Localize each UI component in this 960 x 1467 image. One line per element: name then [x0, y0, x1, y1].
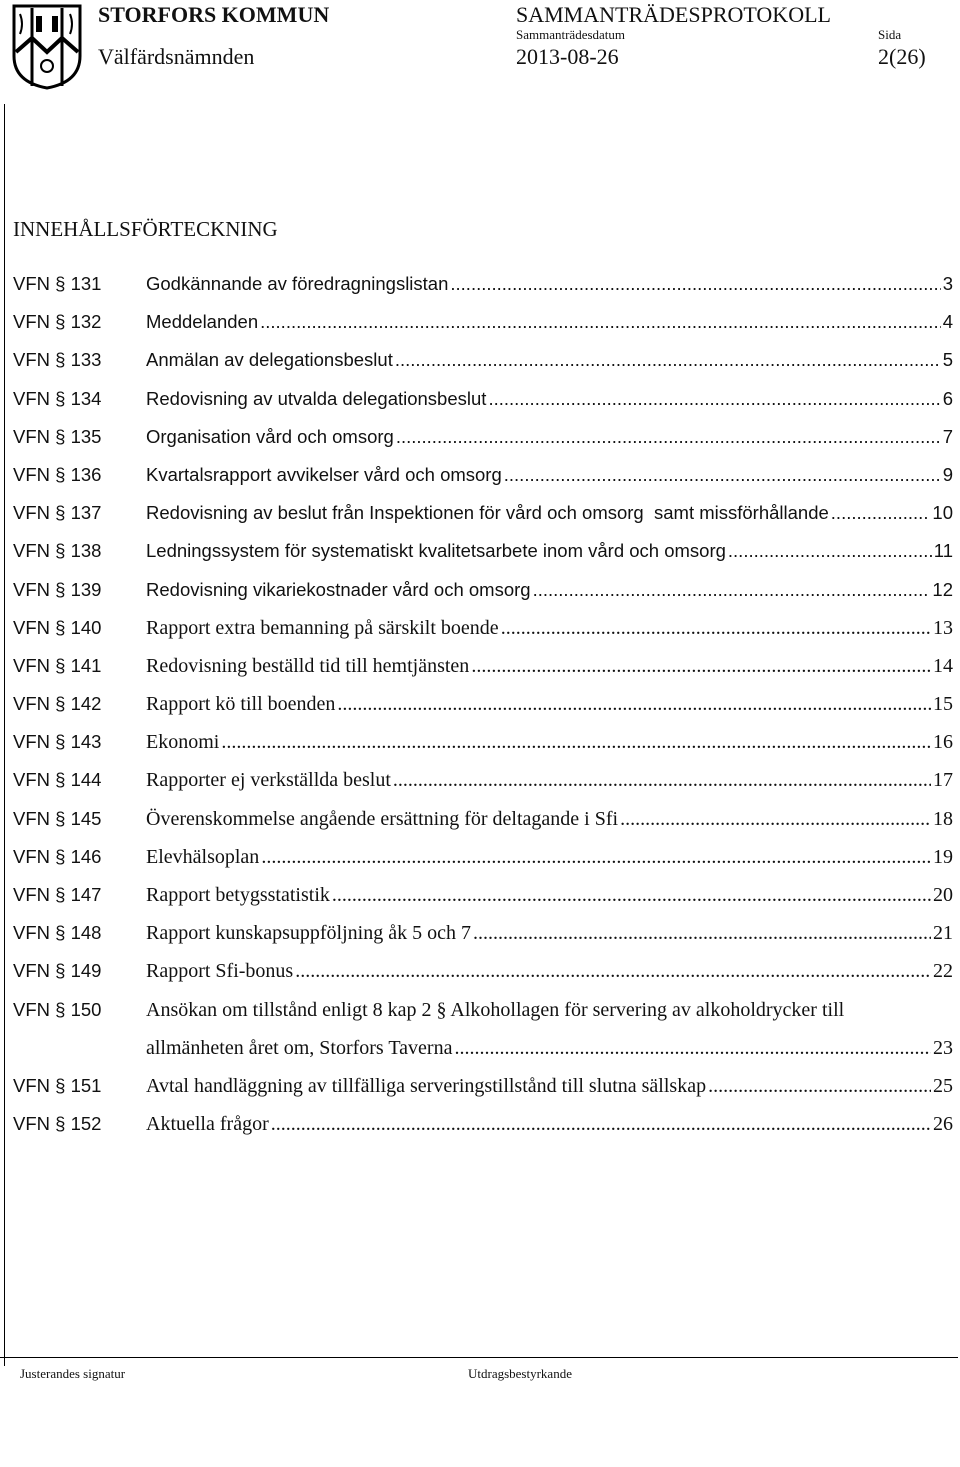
toc-entry-title: Ekonomi [146, 731, 220, 754]
dot-leader [454, 1030, 931, 1066]
toc-entry-page: 7 [942, 425, 953, 447]
table-of-contents [13, 266, 953, 1144]
dot-leader [260, 304, 941, 340]
dot-leader [261, 839, 931, 875]
toc-entry-title: Rapport Sfi-bonus [146, 960, 294, 983]
toc-entry-page: 13 [933, 616, 953, 639]
toc-entry-138[interactable] [13, 533, 953, 571]
toc-entry-135[interactable] [13, 419, 953, 457]
toc-entry-number: VFN § 141 [13, 654, 102, 676]
toc-entry-title: Redovisning av beslut från Inspektionen för vård och omsorg samt missförhållande [146, 502, 829, 524]
organization-name: STORFORS KOMMUN [98, 2, 330, 27]
toc-entry-page: 26 [933, 1113, 953, 1136]
toc-entry-134[interactable] [13, 381, 953, 419]
toc-heading: INNEHÅLLSFÖRTECKNING [13, 217, 278, 241]
dot-leader [501, 610, 931, 646]
dot-leader [221, 724, 931, 760]
toc-entry-title: Rapport kö till boenden [146, 693, 336, 716]
toc-entry-149[interactable] [13, 953, 953, 991]
footer-rule [0, 1357, 958, 1358]
dot-leader [337, 686, 931, 722]
toc-entry-number: VFN § 148 [13, 922, 102, 944]
toc-entry-137[interactable] [13, 495, 953, 533]
toc-entry-title: Redovisning av utvalda delegationsbeslut [146, 387, 487, 409]
toc-entry-number: VFN § 139 [13, 578, 102, 600]
toc-entry-number: VFN § 150 [13, 998, 102, 1020]
toc-entry-page: 12 [932, 578, 953, 600]
toc-entry-number: VFN § 144 [13, 769, 102, 791]
toc-entry-150[interactable] [13, 992, 953, 1068]
dot-leader [396, 419, 941, 455]
dot-leader [488, 381, 940, 417]
toc-entry-page: 17 [933, 769, 953, 792]
toc-entry-title: Kvartalsrapport avvikelser vård och omsorg [146, 463, 502, 485]
dot-leader [831, 495, 931, 531]
dot-leader [533, 572, 931, 608]
toc-entry-143[interactable] [13, 724, 953, 762]
toc-entry-140[interactable] [13, 610, 953, 648]
toc-entry-page: 18 [933, 807, 953, 830]
dot-leader [332, 877, 931, 913]
toc-entry-number: VFN § 134 [13, 387, 102, 409]
toc-entry-136[interactable] [13, 457, 953, 495]
toc-entry-151[interactable] [13, 1068, 953, 1106]
toc-entry-title: Rapporter ej verkställda beslut [146, 769, 391, 792]
dot-leader [473, 915, 931, 951]
toc-entry-page: 6 [942, 387, 953, 409]
toc-entry-152[interactable] [13, 1106, 953, 1144]
toc-entry-title: Avtal handläggning av tillfälliga serveringstillstånd till slutna sällskap [146, 1074, 707, 1097]
dot-leader [620, 801, 931, 837]
committee-name: Välfärdsnämnden [98, 44, 255, 69]
toc-entry-page: 9 [942, 463, 953, 485]
toc-entry-144[interactable] [13, 762, 953, 800]
toc-entry-132[interactable] [13, 304, 953, 342]
toc-entry-page: 15 [933, 693, 953, 716]
signature-label: Justerandes signatur [20, 1366, 126, 1381]
toc-entry-page: 11 [933, 540, 953, 562]
toc-entry-title: Redovisning vikariekostnader vård och omsorg [146, 578, 531, 600]
dot-leader [471, 648, 931, 684]
toc-entry-page: 21 [933, 922, 953, 945]
toc-entry-title: Rapport extra bemanning på särskilt boende [146, 616, 499, 639]
toc-entry-133[interactable] [13, 342, 953, 380]
toc-entry-number: VFN § 138 [13, 540, 102, 562]
toc-entry-title-line-1: Ansökan om tillstånd enligt 8 kap 2 § Alkohollagen för servering av alkoholdrycker till [146, 998, 845, 1021]
meeting-date: 2013-08-26 [516, 44, 619, 69]
toc-entry-title: Anmälan av delegationsbeslut [146, 349, 393, 371]
toc-entry-page: 3 [942, 273, 953, 294]
toc-entry-number: VFN § 136 [13, 463, 102, 485]
page-label: Sida [878, 27, 902, 42]
toc-entry-title: Redovisning beställd tid till hemtjänsten [146, 654, 470, 677]
toc-entry-title: Aktuella frågor [146, 1113, 269, 1136]
dot-leader [395, 342, 941, 378]
toc-entry-number: VFN § 131 [13, 273, 102, 294]
toc-entry-number: VFN § 152 [13, 1113, 102, 1135]
meeting-date-label: Sammanträdesdatum [516, 27, 626, 42]
toc-entry-number: VFN § 149 [13, 960, 102, 982]
toc-entry-title: Elevhälsoplan [146, 845, 260, 868]
toc-entry-number: VFN § 137 [13, 502, 102, 524]
toc-entry-title: allmänheten året om, Storfors Taverna [146, 1036, 453, 1059]
toc-entry-page: 5 [942, 349, 953, 371]
municipality-coat-of-arms-logo [12, 4, 82, 90]
toc-entry-number: VFN § 135 [13, 425, 102, 447]
dot-leader [728, 533, 932, 569]
toc-entry-142[interactable] [13, 686, 953, 724]
toc-entry-number: VFN § 140 [13, 616, 102, 638]
toc-entry-148[interactable] [13, 915, 953, 953]
toc-entry-title: Rapport betygsstatistik [146, 884, 330, 906]
page-number: 2(26) [878, 44, 926, 69]
toc-entry-141[interactable] [13, 648, 953, 686]
extract-certification-label: Utdragsbestyrkande [468, 1366, 572, 1381]
toc-entry-number: VFN § 132 [13, 311, 102, 333]
toc-entry-number: VFN § 151 [13, 1074, 102, 1096]
toc-entry-number: VFN § 142 [13, 693, 102, 715]
dot-leader [295, 953, 931, 989]
toc-entry-title: Rapport kunskapsuppföljning åk 5 och 7 [146, 922, 471, 945]
dot-leader [708, 1068, 931, 1104]
toc-entry-number: VFN § 143 [13, 731, 102, 753]
toc-entry-page: 22 [933, 960, 953, 983]
toc-entry-page: 14 [933, 654, 953, 677]
dot-leader [271, 1106, 931, 1142]
toc-entry-page: 10 [932, 502, 953, 524]
toc-entry-title: Meddelanden [146, 311, 259, 333]
dot-leader [393, 762, 931, 798]
toc-entry-146[interactable] [13, 839, 953, 877]
toc-entry-139[interactable] [13, 572, 953, 610]
toc-entry-title: Överenskommelse angående ersättning för deltagande i Sfi [146, 807, 619, 830]
document-type: SAMMANTRÄDESPROTOKOLL [516, 2, 831, 27]
toc-entry-page: 19 [933, 845, 953, 868]
toc-entry-page: 23 [933, 1036, 953, 1059]
toc-entry-page: 4 [942, 311, 953, 333]
toc-entry-number: VFN § 133 [13, 349, 102, 371]
dot-leader [504, 457, 941, 493]
toc-entry-147[interactable] [13, 877, 953, 915]
toc-entry-number: VFN § 146 [13, 845, 102, 867]
toc-entry-page: 20 [933, 884, 953, 906]
left-margin-rule [4, 104, 5, 1366]
toc-entry-131[interactable] [13, 266, 953, 304]
toc-entry-page: 25 [933, 1074, 953, 1097]
toc-entry-title: Ledningssystem för systematiskt kvalitetsarbete inom vård och omsorg [146, 540, 726, 562]
dot-leader [450, 266, 940, 302]
toc-entry-title: Godkännande av föredragningslistan [146, 273, 449, 294]
toc-entry-number: VFN § 147 [13, 884, 102, 905]
toc-entry-number: VFN § 145 [13, 807, 102, 829]
toc-entry-145[interactable] [13, 801, 953, 839]
toc-entry-page: 16 [933, 731, 953, 754]
toc-entry-title: Organisation vård och omsorg [146, 425, 394, 447]
